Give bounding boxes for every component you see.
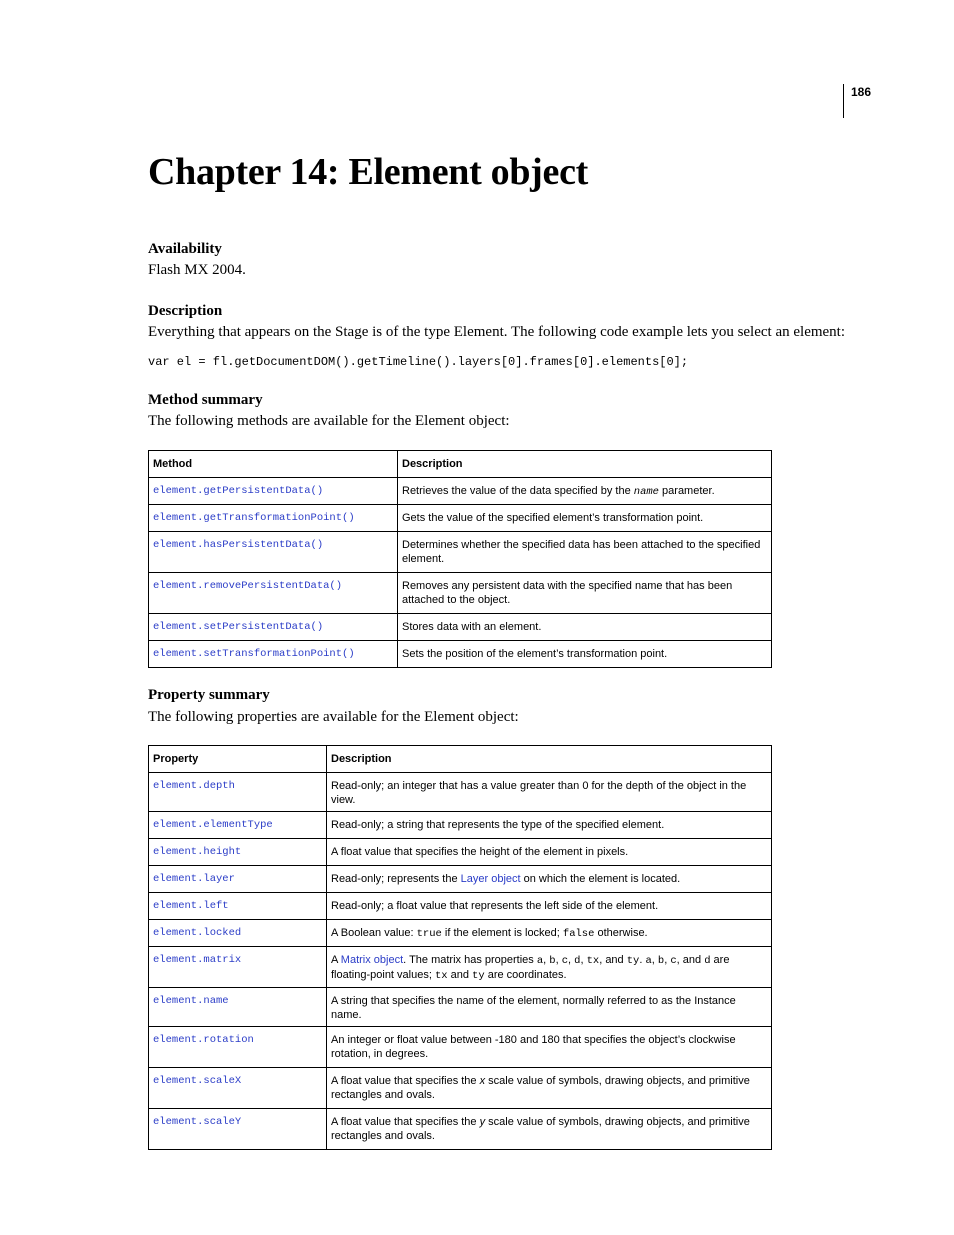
table-row [149, 614, 772, 641]
method-link[interactable]: element.getPersistentData() [149, 478, 398, 505]
property-link[interactable]: element.layer [149, 866, 327, 893]
property-link[interactable]: element.scaleY [149, 1109, 327, 1150]
property-description: Read-only; an integer that has a value greater than 0 for the depth of the object in the view. [327, 773, 772, 812]
property-summary-intro: The following properties are available for the Element object: [148, 709, 519, 725]
method-summary-heading: Method summary [148, 392, 263, 408]
table-row [149, 641, 772, 668]
property-description: A float value that specifies the x scale value of symbols, drawing objects, and primitive rectangles and ovals. [327, 1068, 772, 1109]
method-summary-intro: The following methods are available for the Element object: [148, 413, 510, 429]
method-description: Determines whether the specified data has been attached to the specified element. [398, 532, 772, 573]
property-description: Read-only; represents the Layer object on which the element is located. [327, 866, 772, 893]
availability-text: Flash MX 2004. [148, 262, 246, 278]
description-text: Everything that appears on the Stage is of the type Element. The following code example lets you select an element: [148, 324, 846, 340]
property-summary-heading: Property summary [148, 687, 270, 703]
property-description: Read-only; a float value that represents the left side of the element. [327, 893, 772, 920]
method-table [148, 450, 772, 668]
method-description: Stores data with an element. [398, 614, 772, 641]
property-description: A string that specifies the name of the element, normally referred to as the Instance name. [327, 988, 772, 1027]
table-row [149, 505, 772, 532]
chapter-title: Chapter 14: Element object [148, 151, 589, 193]
description-heading: Description [148, 303, 223, 319]
property-link[interactable]: element.height [149, 839, 327, 866]
column-header-description: Description [398, 451, 772, 478]
method-description: Sets the position of the element’s transformation point. [398, 641, 772, 668]
method-link[interactable]: element.setTransformationPoint() [149, 641, 398, 668]
table-row [149, 893, 772, 920]
table-row [149, 478, 772, 505]
layer-object-link[interactable]: Layer object [460, 873, 521, 885]
column-header-property: Property [149, 746, 327, 773]
column-header-method: Method [149, 451, 398, 478]
table-row [149, 812, 772, 839]
method-description: Gets the value of the specified element’s transformation point. [398, 505, 772, 532]
property-link[interactable]: element.rotation [149, 1027, 327, 1068]
property-link[interactable]: element.scaleX [149, 1068, 327, 1109]
method-description: Removes any persistent data with the specified name that has been attached to the object. [398, 573, 772, 614]
property-description: A Matrix object. The matrix has properties a, b, c, d, tx, and ty. a, b, c, and d are floating-point values; tx and ty are coordinates. [327, 947, 772, 988]
property-description: A float value that specifies the height of the element in pixels. [327, 839, 772, 866]
method-link[interactable]: element.hasPersistentData() [149, 532, 398, 573]
table-row [149, 1109, 772, 1150]
table-row [149, 773, 772, 812]
method-description: Retrieves the value of the data specified by the name parameter. [398, 478, 772, 505]
property-link[interactable]: element.locked [149, 920, 327, 947]
availability-heading: Availability [148, 241, 222, 257]
property-description: A Boolean value: true if the element is locked; false otherwise. [327, 920, 772, 947]
table-row [149, 532, 772, 573]
method-link[interactable]: element.getTransformationPoint() [149, 505, 398, 532]
property-description: Read-only; a string that represents the type of the specified element. [327, 812, 772, 839]
property-link[interactable]: element.matrix [149, 947, 327, 988]
table-header-row [149, 451, 772, 478]
matrix-object-link[interactable]: Matrix object [340, 954, 404, 966]
table-row [149, 920, 772, 947]
table-header-row [149, 746, 772, 773]
column-header-description: Description [327, 746, 772, 773]
property-description: A float value that specifies the y scale value of symbols, drawing objects, and primitive rectangles and ovals. [327, 1109, 772, 1150]
code-example: var el = fl.getDocumentDOM().getTimeline().layers[0].frames[0].elements[0]; [148, 355, 689, 369]
table-row [149, 839, 772, 866]
table-row [149, 1068, 772, 1109]
method-link[interactable]: element.removePersistentData() [149, 573, 398, 614]
property-link[interactable]: element.name [149, 988, 327, 1027]
page-number-rule [843, 84, 844, 118]
property-link[interactable]: element.depth [149, 773, 327, 812]
table-row [149, 866, 772, 893]
property-description: An integer or float value between -180 and 180 that specifies the object’s clockwise rotation, in degrees. [327, 1027, 772, 1068]
method-link[interactable]: element.setPersistentData() [149, 614, 398, 641]
table-row [149, 573, 772, 614]
table-row [149, 947, 772, 988]
table-row [149, 988, 772, 1027]
page-number: 186 [851, 85, 872, 99]
property-table [148, 745, 772, 1150]
table-row [149, 1027, 772, 1068]
property-link[interactable]: element.left [149, 893, 327, 920]
property-link[interactable]: element.elementType [149, 812, 327, 839]
